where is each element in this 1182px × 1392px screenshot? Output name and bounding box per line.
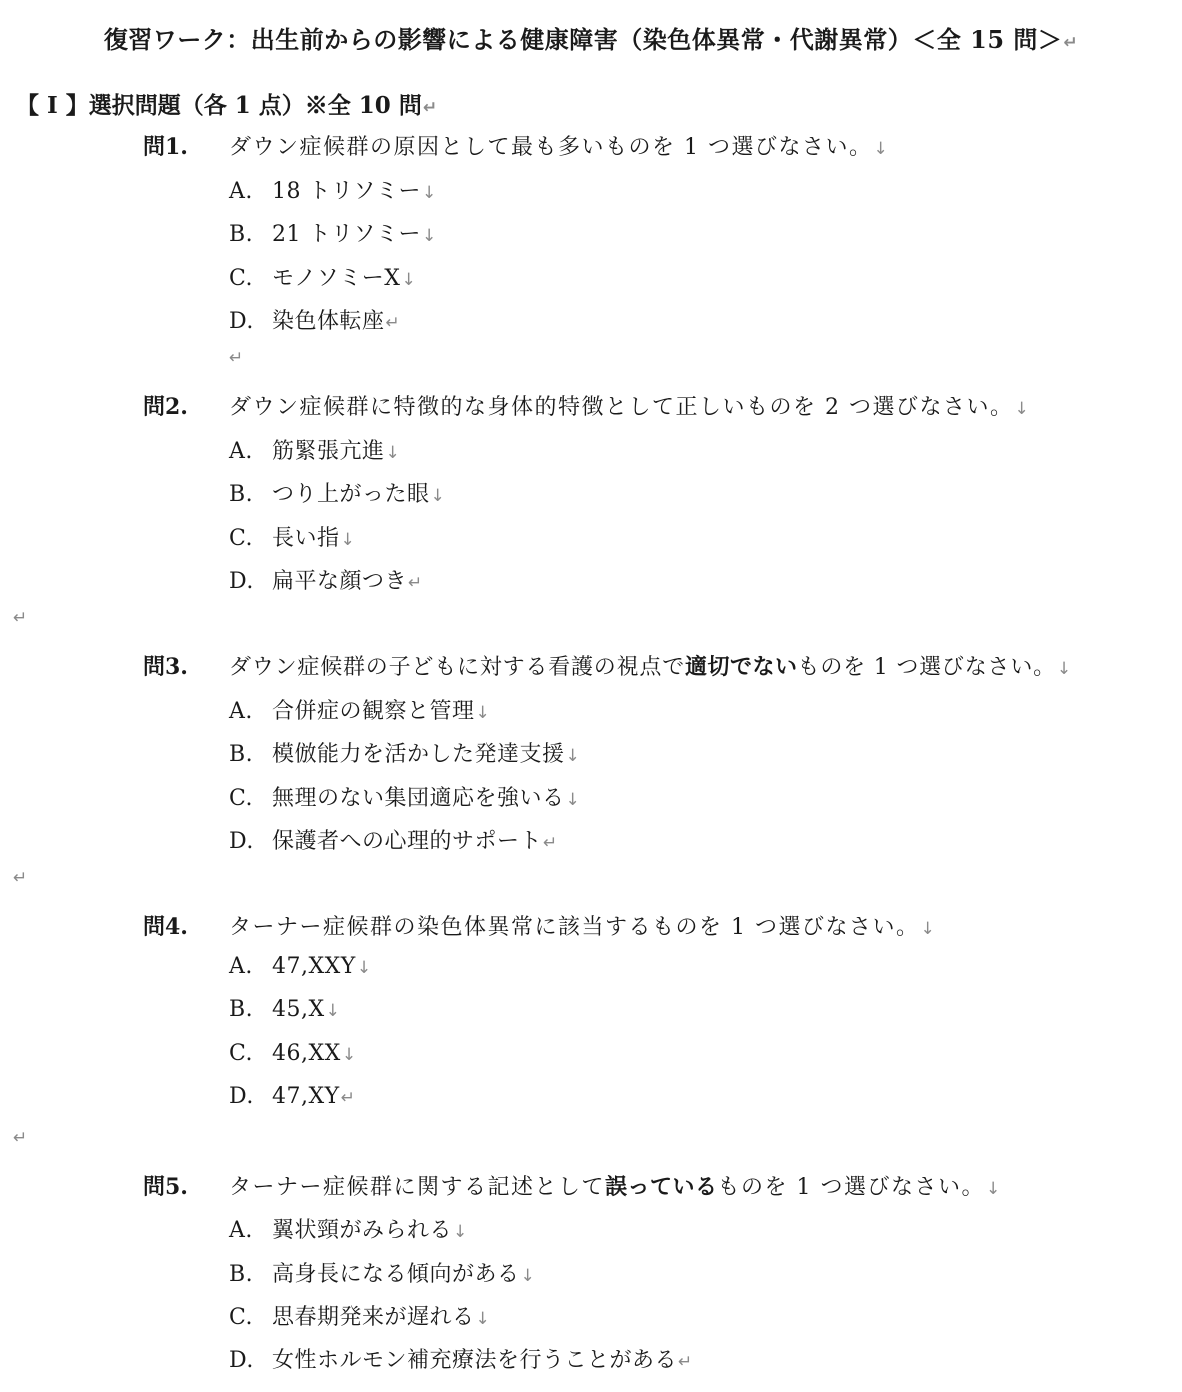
option-a: A. 翼状頸がみられる↓ — [229, 1218, 468, 1243]
option-b: B. 模倣能力を活かした発達支援↓ — [229, 742, 581, 767]
option-d: D. 保護者への心理的サポート↵ — [229, 829, 558, 854]
option-c: C. 長い指↓ — [229, 526, 356, 551]
emphasis-not-appropriate: 適切でない — [685, 654, 798, 680]
question-number: 問5. — [143, 1174, 188, 1200]
option-c: C. 無理のない集団適応を強いる↓ — [229, 786, 581, 811]
option-c: C. モノソミーX↓ — [229, 266, 417, 291]
option-d: D. 扁平な顔つき↵ — [229, 569, 423, 594]
option-b: B. 高身長になる傾向がある↓ — [229, 1262, 536, 1287]
question-number: 問3. — [143, 654, 188, 680]
question-text: ターナー症候群の染色体異常に該当するものを 1 つ選びなさい。↓ — [229, 915, 937, 940]
option-c: C. 46,XX↓ — [229, 1041, 357, 1066]
option-a: A. 筋緊張亢進↓ — [229, 439, 401, 464]
option-a: A. 47,XXY↓ — [229, 954, 372, 979]
question-number: 問1. — [143, 134, 188, 160]
option-c: C. 思春期発来が遅れる↓ — [229, 1305, 491, 1330]
option-d: D. 47,XY↵ — [229, 1084, 356, 1109]
section-header-multiple-choice: 【 I 】選択問題（各 1 点）※全 10 問↵ — [16, 92, 438, 119]
option-b: B. 21 トリソミー↓ — [229, 222, 437, 247]
paragraph-mark: ↵ — [13, 868, 28, 888]
option-b: B. 45,X↓ — [229, 997, 341, 1022]
question-number: 問4. — [143, 914, 188, 940]
option-a: A. 合併症の観察と管理↓ — [229, 699, 491, 724]
paragraph-mark: ↵ — [229, 348, 244, 368]
option-a: A. 18 トリソミー↓ — [229, 179, 437, 204]
question-text: ターナー症候群に関する記述として誤っているものを 1 つ選びなさい。↓ — [229, 1174, 1002, 1200]
option-b: B. つり上がった眼↓ — [229, 482, 446, 507]
option-d: D. 女性ホルモン補充療法を行うことがある↵ — [229, 1348, 693, 1373]
question-text: ダウン症候群の子どもに対する看護の視点で適切でないものを 1 つ選びなさい。↓ — [229, 654, 1072, 680]
question-text: ダウン症候群の原因として最も多いものを 1 つ選びなさい。↓ — [229, 135, 890, 160]
document-title: 復習ワーク：出生前からの影響による健康障害（染色体異常・代謝異常）＜全 15 問＞↵ — [103, 25, 1079, 54]
emphasis-incorrect: 誤っている — [605, 1174, 718, 1200]
paragraph-mark: ↵ — [13, 1128, 28, 1148]
option-d: D. 染色体転座↵ — [229, 309, 401, 334]
question-text: ダウン症候群に特徴的な身体的特徴として正しいものを 2 つ選びなさい。↓ — [229, 395, 1031, 420]
paragraph-mark: ↵ — [13, 608, 28, 628]
question-number: 問2. — [143, 394, 188, 420]
